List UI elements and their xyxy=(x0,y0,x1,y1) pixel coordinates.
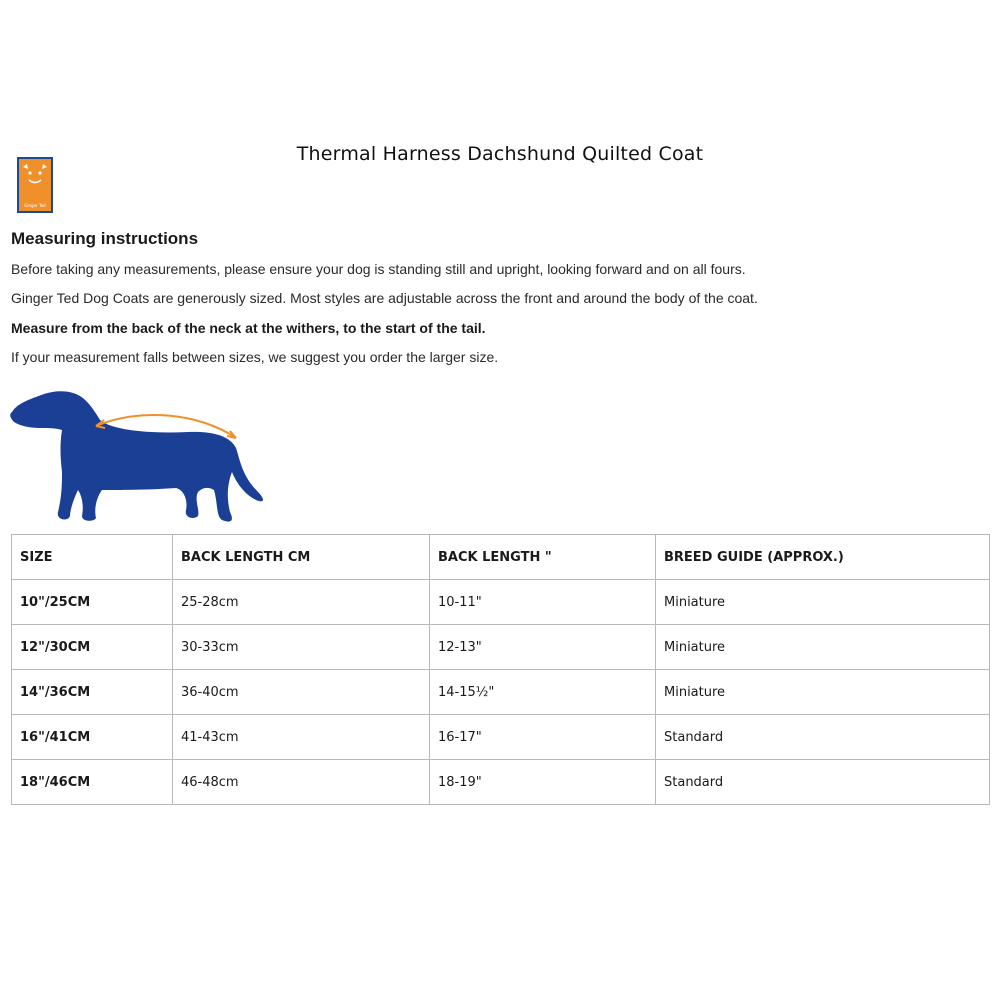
dachshund-illustration xyxy=(8,386,270,526)
cell-back-length-inches: 12-13" xyxy=(430,625,656,670)
instruction-text-emphasis: Measure from the back of the neck at the withers, to the start of the tail. xyxy=(11,320,486,336)
cell-back-length-inches: 18-19" xyxy=(430,760,656,805)
cell-breed-guide: Miniature xyxy=(656,625,990,670)
cell-size: 14"/36CM xyxy=(12,670,173,715)
cell-size: 10"/25CM xyxy=(12,580,173,625)
page-title: Thermal Harness Dachshund Quilted Coat xyxy=(296,143,704,165)
table-row xyxy=(12,625,990,670)
cell-breed-guide: Standard xyxy=(656,715,990,760)
cell-back-length-cm: 30-33cm xyxy=(173,625,430,670)
table-row xyxy=(12,580,990,625)
cell-breed-guide: Miniature xyxy=(656,580,990,625)
cell-back-length-cm: 41-43cm xyxy=(173,715,430,760)
cell-size: 18"/46CM xyxy=(12,760,173,805)
column-header-size: SIZE xyxy=(12,535,173,580)
table-row xyxy=(12,760,990,805)
section-heading: Measuring instructions xyxy=(11,229,199,248)
instruction-text: Ginger Ted Dog Coats are generously sized. Most styles are adjustable across the front and around the body of the coat. xyxy=(11,290,758,306)
instruction-text: If your measurement falls between sizes, we suggest you order the larger size. xyxy=(11,349,499,365)
table-row xyxy=(12,670,990,715)
brand-logo xyxy=(17,157,53,213)
table-row xyxy=(12,715,990,760)
instruction-text: Before taking any measurements, please ensure your dog is standing still and upright, looking forward and on all fours. xyxy=(11,261,746,277)
cell-back-length-cm: 25-28cm xyxy=(173,580,430,625)
cell-size: 12"/30CM xyxy=(12,625,173,670)
column-header-breed-guide: BREED GUIDE (APPROX.) xyxy=(656,535,990,580)
table-header-row xyxy=(12,535,990,580)
cell-back-length-inches: 14-15½" xyxy=(430,670,656,715)
dog-face-icon xyxy=(19,161,51,191)
cell-breed-guide: Miniature xyxy=(656,670,990,715)
cell-back-length-cm: 36-40cm xyxy=(173,670,430,715)
column-header-back-length-cm: BACK LENGTH CM xyxy=(173,535,430,580)
cell-breed-guide: Standard xyxy=(656,760,990,805)
cell-size: 16"/41CM xyxy=(12,715,173,760)
cell-back-length-inches: 16-17" xyxy=(430,715,656,760)
size-chart-table xyxy=(11,534,990,805)
dachshund-silhouette-icon xyxy=(10,391,263,521)
column-header-back-length-inches: BACK LENGTH " xyxy=(430,535,656,580)
logo-wordmark: Ginger Ted xyxy=(24,203,46,208)
cell-back-length-inches: 10-11" xyxy=(430,580,656,625)
cell-back-length-cm: 46-48cm xyxy=(173,760,430,805)
